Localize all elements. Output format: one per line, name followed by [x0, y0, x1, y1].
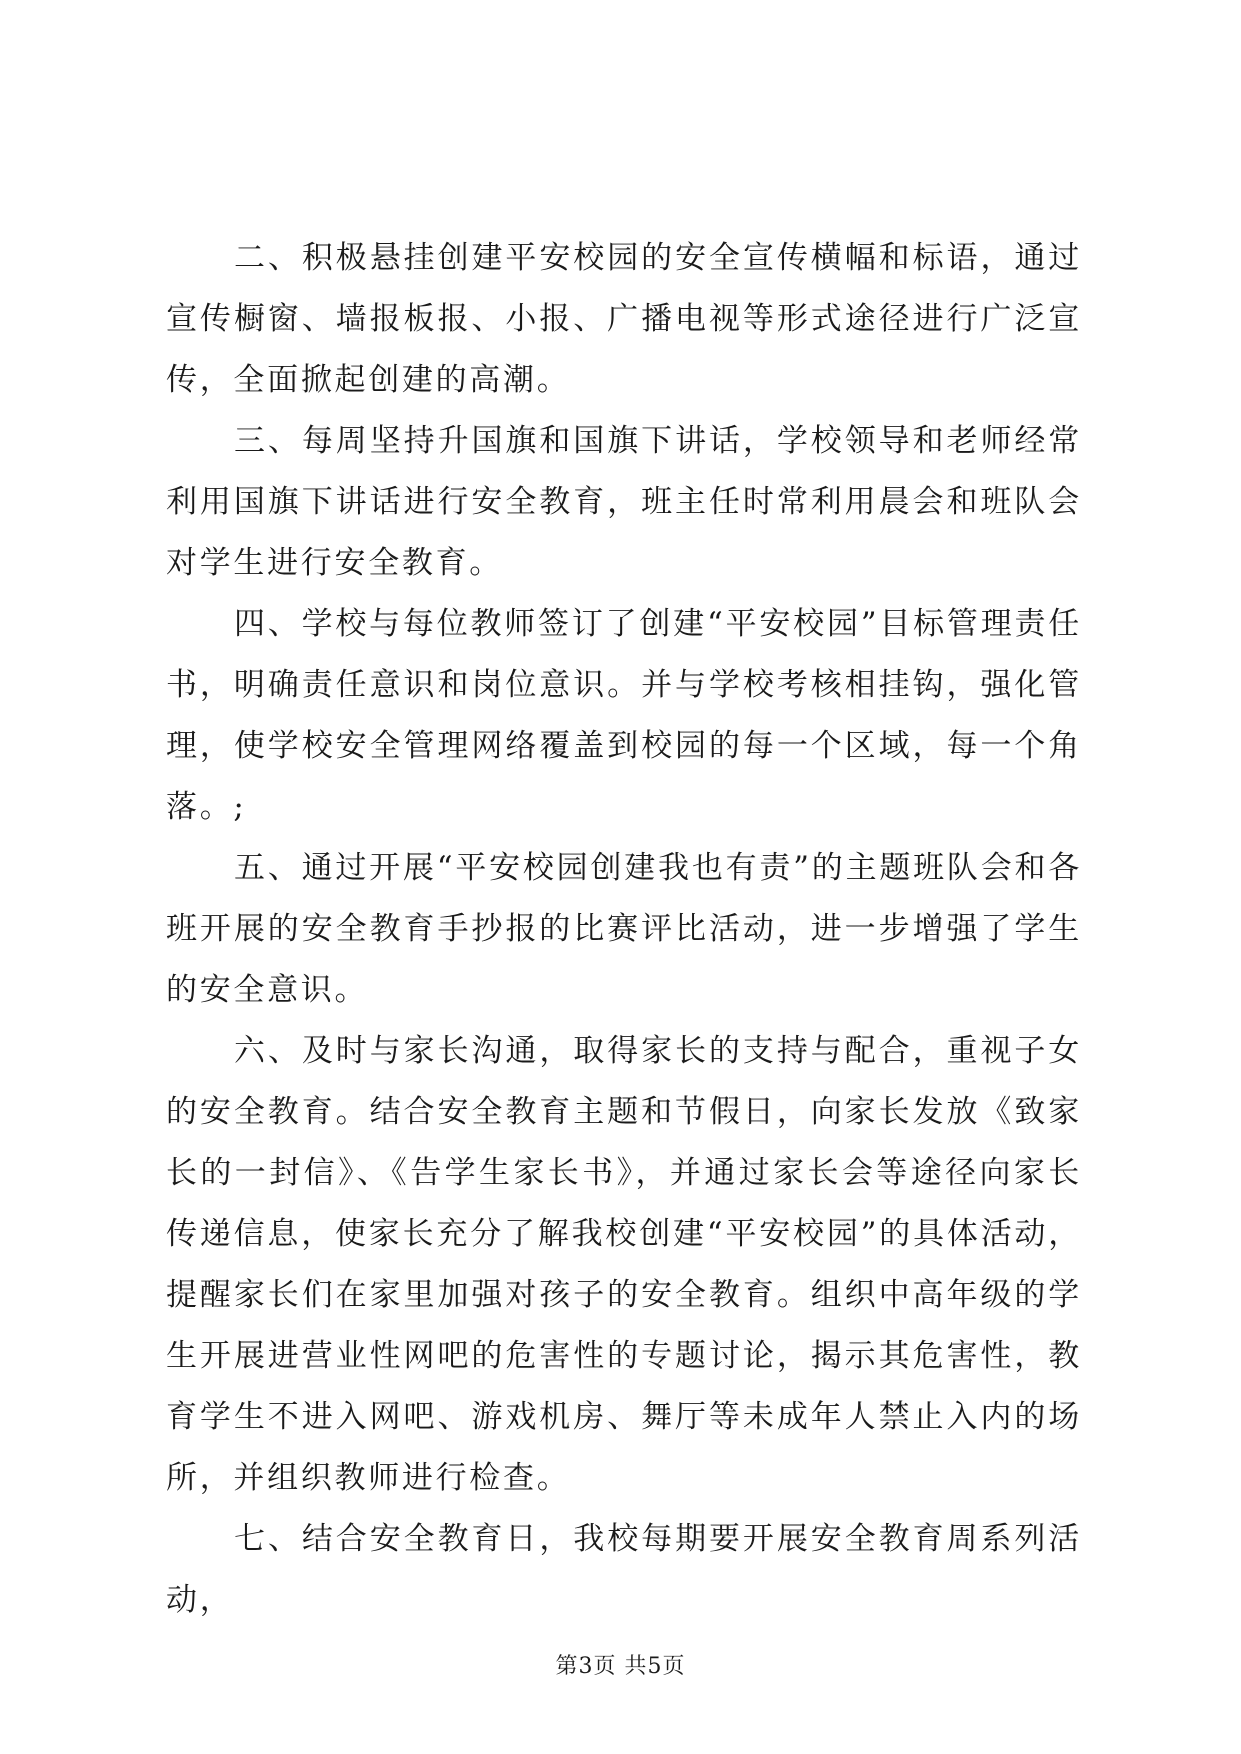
paragraph-6: 六、及时与家长沟通，取得家长的支持与配合，重视子女的安全教育。结合安全教育主题和节假日，向家长发放《致家长的一封信》、《告学生家长书》，并通过家长会等途径向家长传递信息，使家长充分了解我校创建“平安校园”的具体活动，提醒家长们在家里加强对孩子的安全教育。组织中高年级的学生开展进营业性网吧的危害性的专题讨论，揭示其危害性，教育学生不进入网吧、游戏机房、舞厅等未成年人禁止入内的场所，并组织教师进行检查。 — [166, 1033, 1082, 1496]
paragraph-7: 七、结合安全教育日，我校每期要开展安全教育周系列活动， — [166, 1521, 1082, 1618]
paragraph-4: 四、学校与每位教师签订了创建“平安校园”目标管理责任书，明确责任意识和岗位意识。并与学校考核相挂钩，强化管理，使学校安全管理网络覆盖到校园的每一个区域，每一个角落。; — [166, 606, 1082, 825]
paragraph-2: 二、积极悬挂创建平安校园的安全宣传横幅和标语，通过宣传橱窗、墙报板报、小报、广播电视等形式途径进行广泛宣传，全面掀起创建的高潮。 — [166, 240, 1082, 398]
document-body — [166, 228, 1082, 1631]
paragraph-5: 五、通过开展“平安校园创建我也有责”的主题班队会和各班开展的安全教育手抄报的比赛评比活动，进一步增强了学生的安全意识。 — [166, 850, 1082, 1008]
page-number-footer: 第3页 共5页 — [555, 1654, 686, 1679]
paragraph-3: 三、每周坚持升国旗和国旗下讲话，学校领导和老师经常利用国旗下讲话进行安全教育，班主任时常利用晨会和班队会对学生进行安全教育。 — [166, 423, 1082, 581]
